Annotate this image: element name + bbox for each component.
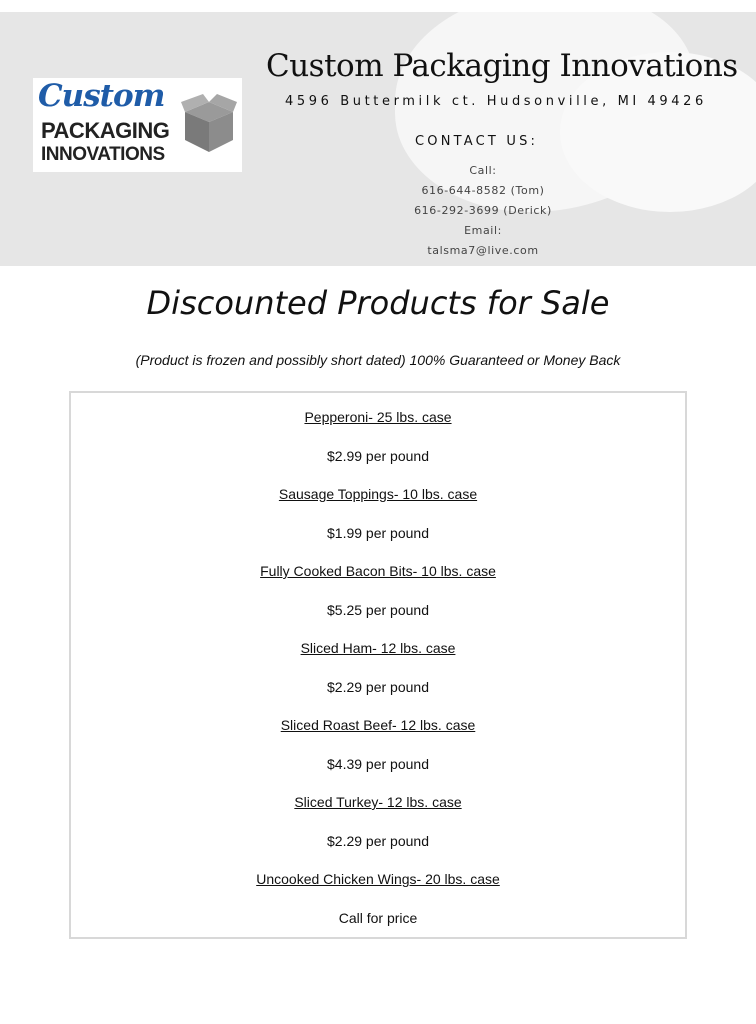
phone-tom[interactable]: 616-644-8582 (Tom) xyxy=(421,184,545,197)
product-list xyxy=(71,405,685,944)
company-logo xyxy=(33,78,242,172)
company-name: Custom Packaging Innovations xyxy=(266,48,738,84)
product-price: $2.29 per pound xyxy=(327,832,429,849)
product-price: $2.99 per pound xyxy=(327,447,429,464)
logo-line-2: INNOVATIONS xyxy=(41,144,165,165)
page-title: Discounted Products for Sale xyxy=(146,284,610,322)
product-name-text: Uncooked Chicken Wings- 20 lbs. case xyxy=(256,871,500,887)
company-address: 4596 Buttermilk ct. Hudsonville, MI 49426 xyxy=(285,94,707,109)
phone-derick[interactable]: 616-292-3699 (Derick) xyxy=(414,204,552,217)
product-name-text: Sliced Ham- 12 lbs. case xyxy=(300,640,456,656)
product-name-text: Sliced Turkey- 12 lbs. case xyxy=(294,794,462,810)
contact-details xyxy=(378,161,588,261)
product-name xyxy=(71,790,685,829)
logo-script-text: Custom xyxy=(38,78,165,114)
contact-heading: CONTACT US: xyxy=(415,134,539,149)
call-label: Call: xyxy=(469,164,497,177)
page-subtitle: (Product is frozen and possibly short dated) 100% Guaranteed or Money Back xyxy=(135,352,621,368)
product-price: $5.25 per pound xyxy=(327,601,429,618)
product-name xyxy=(71,713,685,752)
product-name xyxy=(71,559,685,598)
product-name xyxy=(71,482,685,521)
product-name-text: Sliced Roast Beef- 12 lbs. case xyxy=(280,717,476,733)
product-list-box xyxy=(69,391,687,939)
product-price: Call for price xyxy=(338,909,418,926)
product-price: $4.39 per pound xyxy=(327,755,429,772)
product-price: $2.29 per pound xyxy=(327,678,429,695)
product-name-text: Sausage Toppings- 10 lbs. case xyxy=(278,486,478,502)
product-name xyxy=(71,405,685,444)
email-label: Email: xyxy=(464,224,502,237)
product-name xyxy=(71,636,685,675)
product-name-text: Pepperoni- 25 lbs. case xyxy=(304,409,452,425)
product-name-text: Fully Cooked Bacon Bits- 10 lbs. case xyxy=(260,563,496,579)
product-price: $1.99 per pound xyxy=(327,524,429,541)
logo-line-1: PACKAGING xyxy=(41,118,170,143)
product-name xyxy=(71,867,685,906)
email-address[interactable]: talsma7@live.com xyxy=(427,244,539,257)
letterhead xyxy=(0,12,756,266)
box-icon xyxy=(181,94,237,156)
